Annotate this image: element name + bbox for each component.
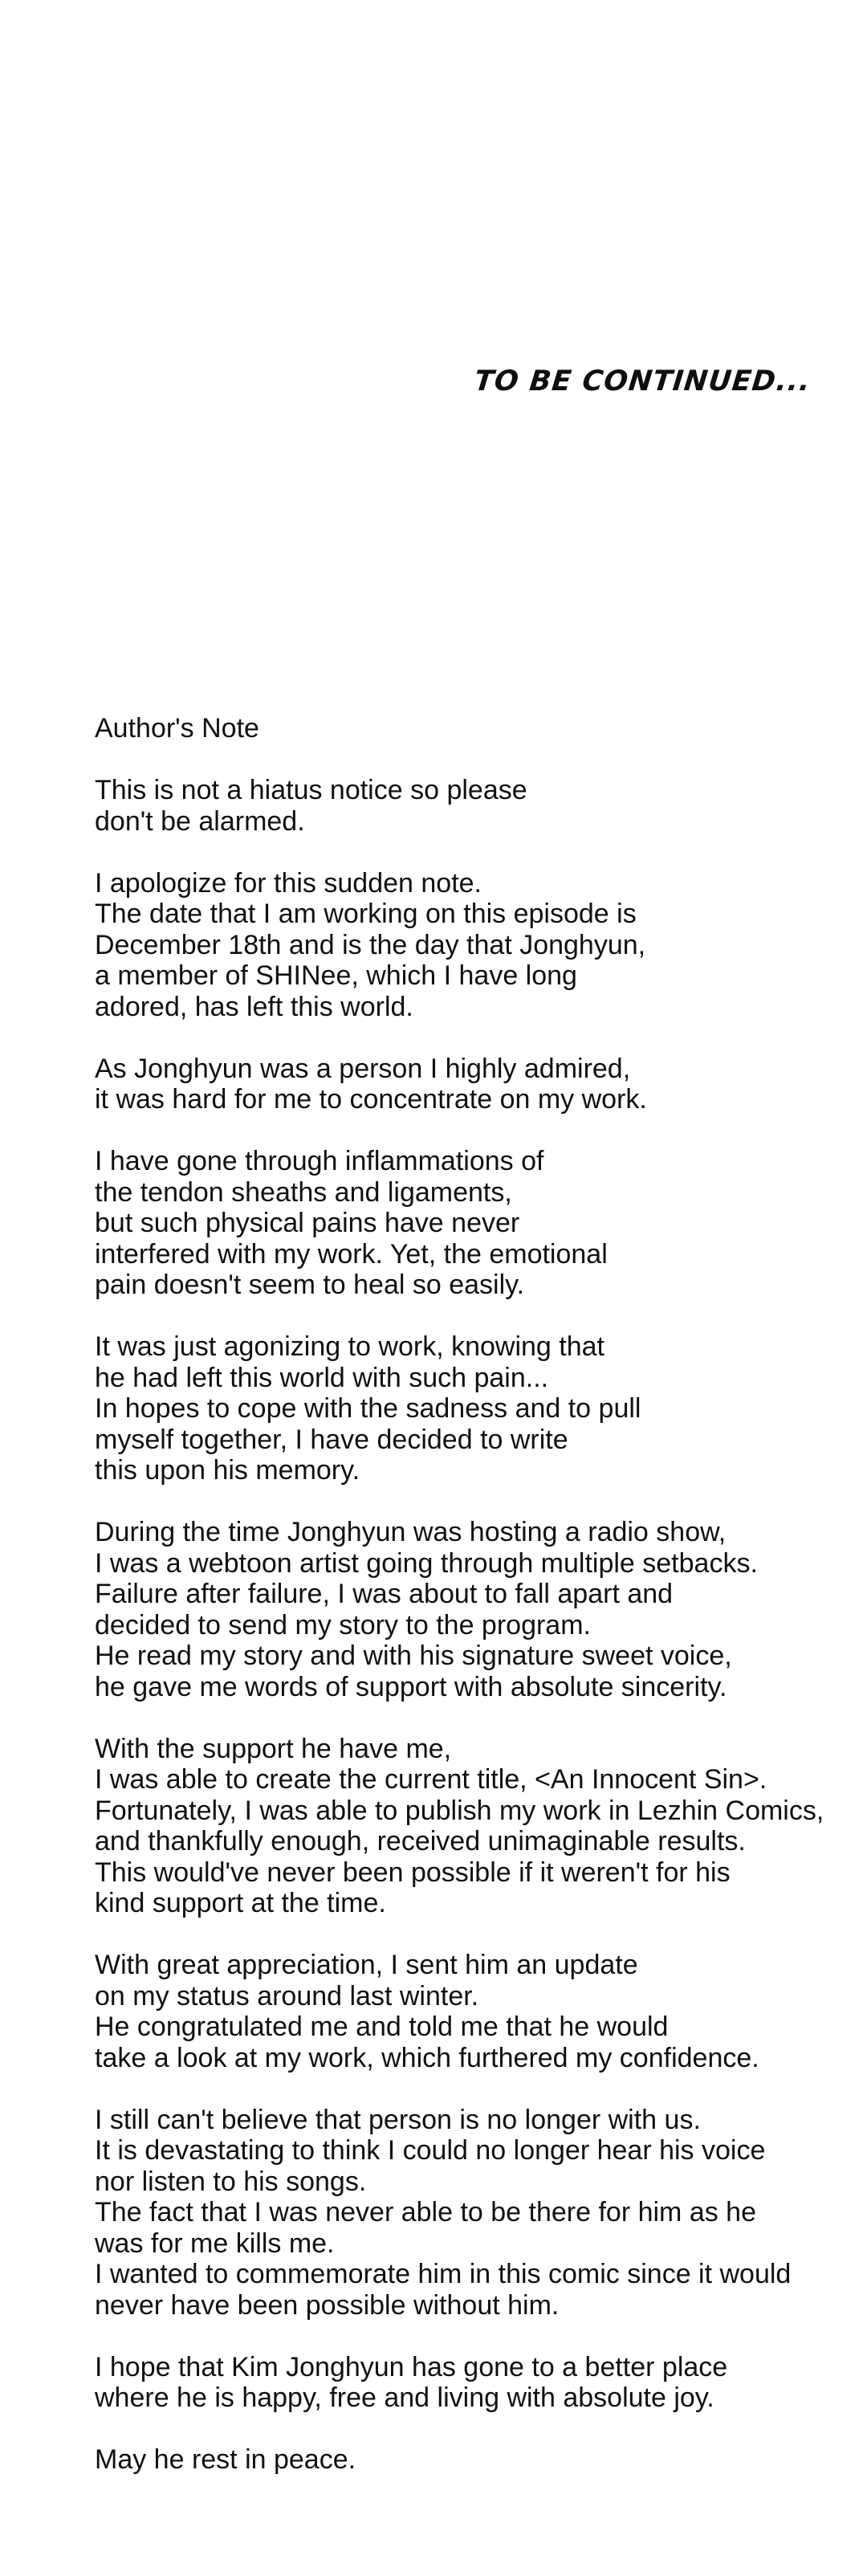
note-paragraph (95, 775, 849, 837)
note-line: He read my story and with his signature sweet voice, (95, 1641, 732, 1671)
note-line: During the time Jonghyun was hosting a radio show, (95, 1517, 727, 1547)
note-line: It is devastating to think I could no longer hear his voice (95, 2135, 766, 2166)
note-paragraph (95, 2105, 849, 2321)
note-line: I still can't believe that person is no longer with us. (95, 2104, 701, 2135)
note-line: The fact that I was never able to be there for him as he (95, 2197, 757, 2228)
note-paragraph (95, 868, 849, 1023)
note-line: on my status around last winter. (95, 1980, 479, 2011)
note-line: Fortunately, I was able to publish my work in Lezhin Comics, (95, 1795, 824, 1826)
note-line: With great appreciation, I sent him an update (95, 1950, 638, 1980)
note-line: It was just agonizing to work, knowing that (95, 1331, 604, 1362)
note-line: Failure after failure, I was about to fall apart and (95, 1579, 674, 1609)
note-line: and thankfully enough, received unimaginable results. (95, 1826, 746, 1857)
note-line: a member of SHINee, which I have long (95, 960, 577, 991)
note-line: pain doesn't seem to heal so easily. (95, 1270, 525, 1300)
note-paragraph (95, 1331, 849, 1486)
note-line: the tendon sheaths and ligaments, (95, 1176, 512, 1208)
note-line: As Jonghyun was a person I highly admired, (95, 1053, 631, 1084)
note-line: I hope that Kim Jonghyun has gone to a better place (95, 2351, 728, 2382)
note-line: I have gone through inflammations of (95, 1146, 544, 1176)
note-line: myself together, I have decided to write (95, 1424, 568, 1455)
note-line: The date that I am working on this episode is (95, 899, 637, 929)
note-line: With the support he have me, (95, 1733, 452, 1764)
note-line: he gave me words of support with absolute sincerity. (95, 1671, 727, 1702)
note-line: it was hard for me to concentrate on my work. (95, 1084, 647, 1115)
note-line: May he rest in peace. (95, 2444, 356, 2475)
note-paragraph (95, 2444, 849, 2476)
note-line: I was able to create the current title, <An Innocent Sin>. (95, 1764, 767, 1795)
note-line: never have been possible without him. (95, 2289, 560, 2321)
note-line: This is not a hiatus notice so please (95, 775, 527, 805)
note-line: where he is happy, free and living with absolute joy. (95, 2382, 714, 2413)
note-paragraph (95, 1950, 849, 2073)
note-line: decided to send my story to the program. (95, 1609, 591, 1641)
note-line: he had left this world with such pain... (95, 1362, 549, 1393)
note-line: I apologize for this sudden note. (95, 867, 482, 899)
note-paragraph (95, 2352, 849, 2414)
note-paragraph (95, 1734, 849, 1919)
note-line: kind support at the time. (95, 1888, 386, 1918)
note-line: don't be alarmed. (95, 805, 305, 837)
note-line: I wanted to commemorate him in this comic since it would (95, 2259, 792, 2289)
authors-note-title: Author's Note (95, 713, 259, 744)
to-be-continued-caption: TO BE CONTINUED... (473, 365, 813, 397)
note-line: December 18th and is the day that Jonghyun, (95, 929, 646, 960)
note-paragraph (95, 1054, 849, 1115)
note-line: In hopes to cope with the sadness and to pull (95, 1393, 641, 1424)
note-line: this upon his memory. (95, 1455, 360, 1486)
note-line: but such physical pains have never (95, 1208, 520, 1238)
note-line: take a look at my work, which furthered my confidence. (95, 2042, 759, 2073)
note-line: nor listen to his songs. (95, 2166, 367, 2197)
note-line: This would've never been possible if it weren't for his (95, 1857, 731, 1888)
authors-note (95, 713, 849, 2506)
note-paragraph (95, 1517, 849, 1702)
note-line: interfered with my work. Yet, the emotional (95, 1238, 608, 1270)
note-line: was for me kills me. (95, 2228, 335, 2259)
note-line: adored, has left this world. (95, 991, 413, 1022)
note-paragraph (95, 1146, 849, 1301)
note-line: He congratulated me and told me that he would (95, 2011, 669, 2042)
note-line: I was a webtoon artist going through multiple setbacks. (95, 1547, 758, 1579)
